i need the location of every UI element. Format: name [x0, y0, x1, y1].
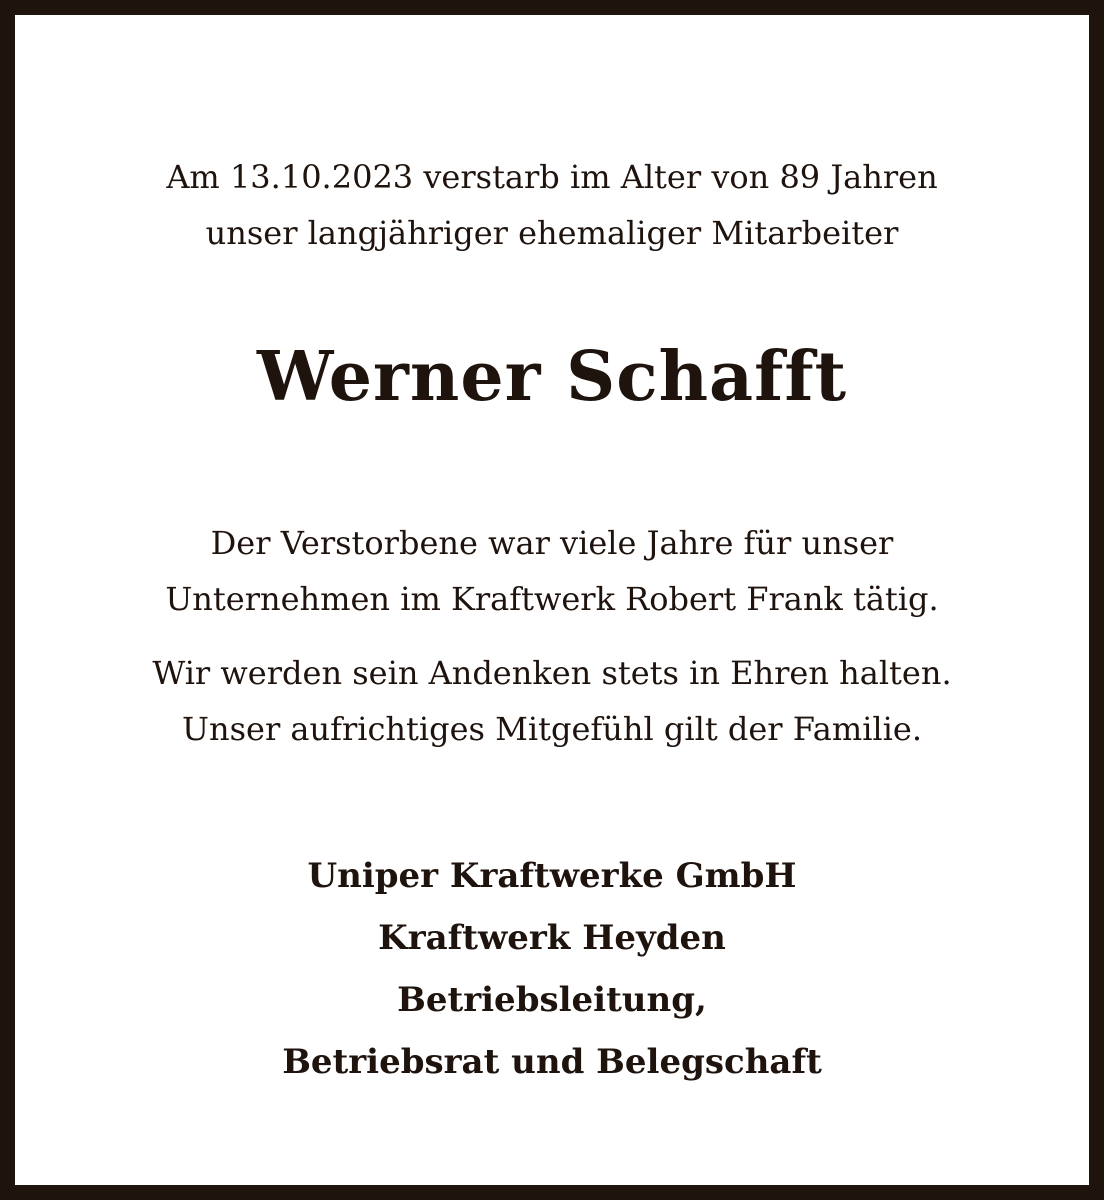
tribute-line: Der Verstorbene war viele Jahre für unser [210, 524, 894, 562]
tribute-paragraph [30, 515, 1074, 627]
intro-line: unser langjähriger ehemaliger Mitarbeiter [205, 214, 899, 252]
signature-line: Uniper Kraftwerke GmbH [307, 856, 797, 896]
condolence-line: Unser aufrichtiges Mitgefühl gilt der Familie. [182, 710, 922, 748]
signature-line: Kraftwerk Heyden [378, 918, 726, 958]
tribute-line: Unternehmen im Kraftwerk Robert Frank tätig. [165, 580, 939, 618]
condolence-paragraph [30, 645, 1074, 757]
signature-block [30, 845, 1074, 1093]
intro-line: Am 13.10.2023 verstarb im Alter von 89 Jahren [166, 158, 938, 196]
deceased-name: Werner Schafft [256, 337, 848, 417]
signature-line: Betriebsrat und Belegschaft [282, 1042, 822, 1082]
signature-line: Betriebsleitung, [397, 980, 707, 1020]
condolence-line: Wir werden sein Andenken stets in Ehren halten. [152, 654, 952, 692]
intro-text [30, 149, 1074, 261]
